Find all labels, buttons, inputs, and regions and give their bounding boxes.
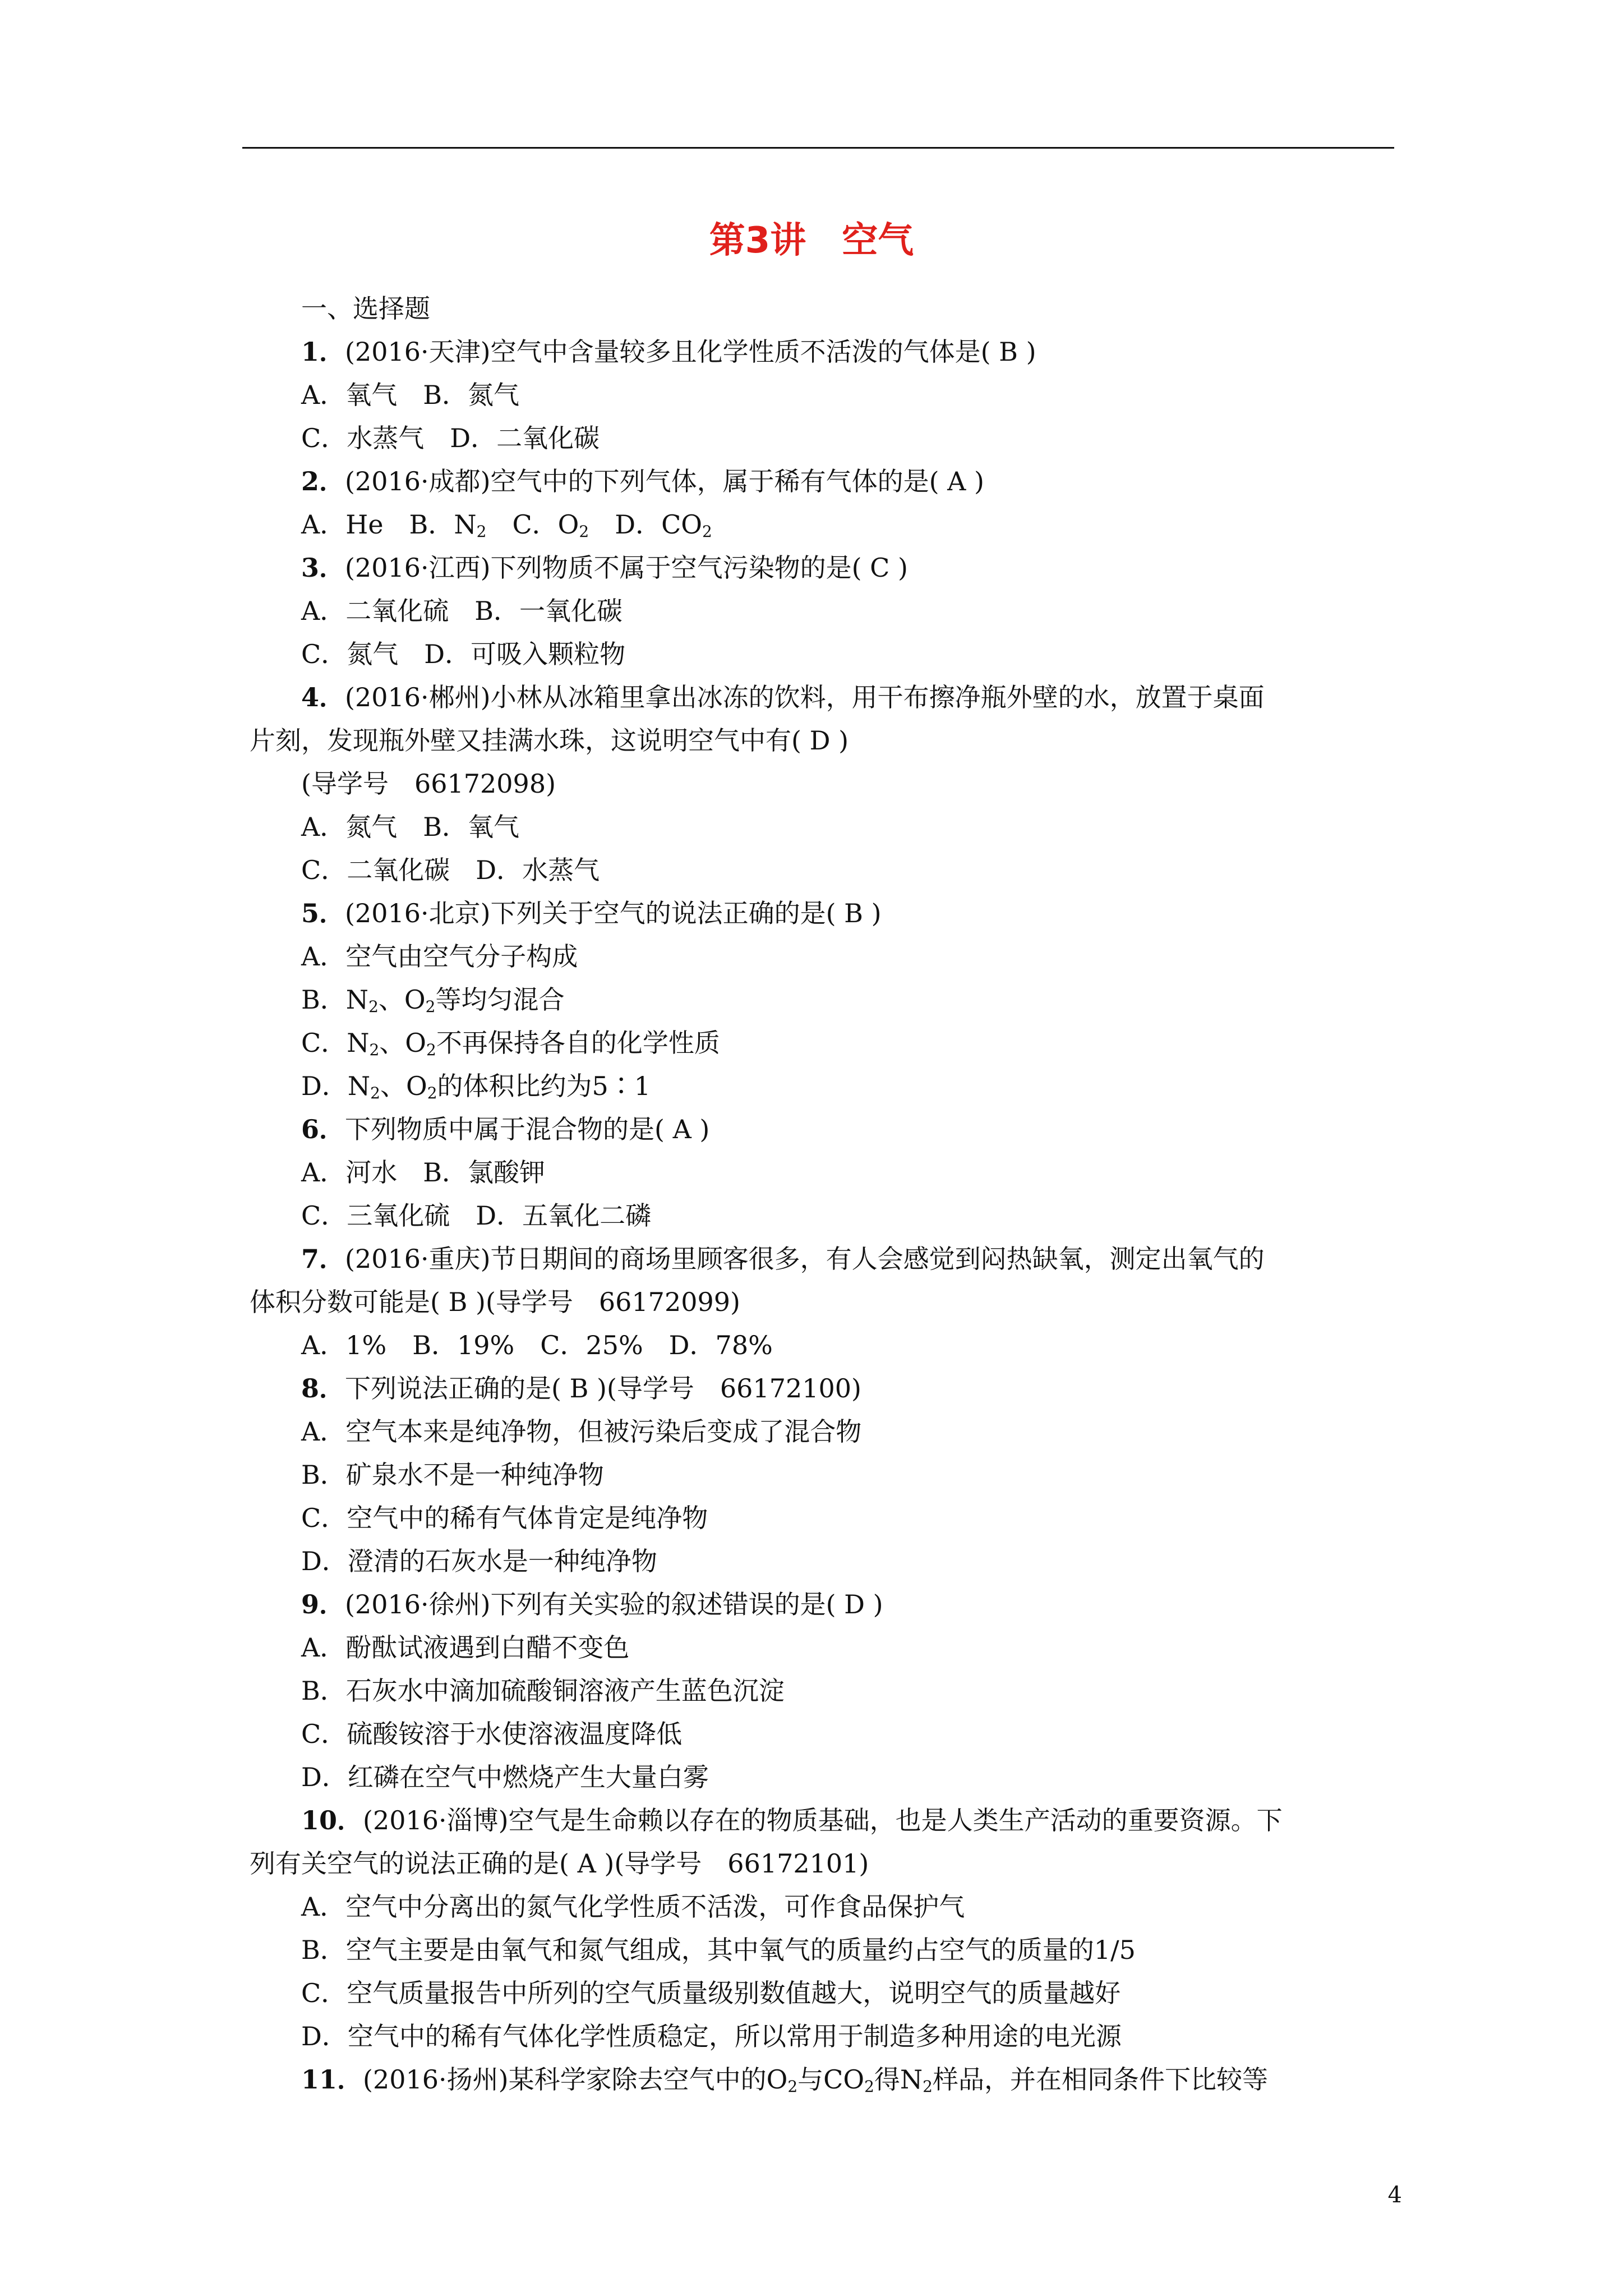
subscript: 2 — [864, 2077, 874, 2096]
option-text: B．N — [301, 984, 369, 1015]
question-4 — [250, 676, 1394, 719]
question-text: 与CO — [797, 2064, 865, 2095]
question-4-options-1: A．氮气 B．氧气 — [301, 812, 520, 842]
question-8 — [250, 1367, 1394, 1410]
question-text: 得N — [874, 2064, 923, 2095]
question-1-options-2: C．水蒸气 D．二氧化碳 — [301, 423, 600, 453]
question-number: 7． — [301, 1244, 345, 1274]
question-2-options — [250, 503, 1394, 546]
question-text: (2016·成都)空气中的下列气体，属于稀有气体的是( A ) — [345, 466, 984, 496]
question-3-options-2: C．氮气 D．可吸入颗粒物 — [301, 639, 626, 669]
subscript: 2 — [427, 1084, 437, 1102]
question-2 — [250, 460, 1394, 503]
question-text: (2016·淄博)空气是生命赖以存在的物质基础，也是人类生产活动的重要资源。下 — [363, 1805, 1283, 1835]
question-text: (2016·扬州)某科学家除去空气中的O — [363, 2064, 788, 2095]
subscript: 2 — [476, 522, 487, 541]
question-text: (2016·天津)空气中含量较多且化学性质不活泼的气体是( B ) — [345, 337, 1036, 367]
question-5-option-a: A．空气由空气分子构成 — [301, 941, 578, 972]
question-text: (2016·郴州)小林从冰箱里拿出冰冻的饮料，用干布擦净瓶外壁的水，放置于桌面 — [345, 682, 1265, 712]
question-5-option-c — [250, 1022, 1394, 1065]
page-title — [0, 215, 1623, 266]
title-lecture: 第3讲 — [709, 220, 806, 261]
subscript: 2 — [787, 2077, 798, 2096]
option-text: 等均匀混合 — [435, 984, 565, 1015]
option-text: 的体积比约为5∶1 — [437, 1071, 651, 1101]
option-text: C．N — [301, 1028, 370, 1058]
option-text: 、O — [380, 1071, 427, 1101]
option-text: D．N — [301, 1071, 371, 1101]
question-text: (2016·北京)下列关于空气的说法正确的是( B ) — [345, 898, 882, 928]
question-6-options-2: C．三氧化硫 D．五氧化二磷 — [301, 1200, 652, 1231]
subscript: 2 — [426, 1041, 436, 1059]
question-number: 11． — [301, 2064, 363, 2095]
option-text: C．O — [486, 509, 579, 540]
question-10-option-b: B．空气主要是由氧气和氮气组成，其中氧气的质量约占空气的质量的1/5 — [301, 1935, 1136, 1965]
question-10-option-a: A．空气中分离出的氮气化学性质不活泼，可作食品保护气 — [301, 1892, 965, 1922]
subscript: 2 — [370, 1084, 380, 1102]
question-number: 1． — [301, 337, 345, 367]
subscript: 2 — [702, 522, 712, 541]
title-topic: 空气 — [842, 220, 914, 261]
question-5-option-d — [250, 1065, 1394, 1108]
question-number: 2． — [301, 466, 345, 496]
option-text: 、O — [378, 984, 426, 1015]
question-7-options: A．1% B．19% C．25% D．78% — [301, 1330, 773, 1360]
subscript: 2 — [579, 522, 589, 541]
question-number: 3． — [301, 553, 345, 583]
question-9-option-c: C．硫酸铵溶于水使溶液温度降低 — [301, 1719, 683, 1749]
question-number: 4． — [301, 682, 345, 712]
question-3 — [250, 546, 1394, 590]
subscript: 2 — [368, 997, 379, 1016]
question-4-options-2: C．二氧化碳 D．水蒸气 — [301, 855, 600, 885]
question-9-option-d: D．红磷在空气中燃烧产生大量白雾 — [301, 1762, 709, 1792]
question-8-option-c: C．空气中的稀有气体肯定是纯净物 — [301, 1503, 708, 1533]
question-4-continued: 片刻，发现瓶外壁又挂满水珠，这说明空气中有( D ) — [250, 725, 849, 756]
question-6 — [250, 1108, 1394, 1151]
option-text: D．CO — [589, 509, 702, 540]
question-9-option-a: A．酚酞试液遇到白醋不变色 — [301, 1632, 630, 1663]
header-rule — [242, 147, 1394, 149]
question-8-option-b: B．矿泉水不是一种纯净物 — [301, 1460, 604, 1490]
question-10 — [250, 1799, 1394, 1842]
question-1-options-1: A．氧气 B．氮气 — [301, 380, 520, 410]
question-text: 样品，并在相同条件下比较等 — [932, 2064, 1268, 2095]
question-11 — [250, 2058, 1394, 2101]
subscript: 2 — [425, 997, 436, 1016]
question-10-option-c: C．空气质量报告中所列的空气质量级别数值越大，说明空气的质量越好 — [301, 1978, 1121, 2008]
question-number: 8． — [301, 1373, 345, 1404]
question-number: 9． — [301, 1589, 345, 1619]
question-number: 6． — [301, 1114, 345, 1144]
question-6-options-1: A．河水 B．氯酸钾 — [301, 1157, 546, 1188]
option-text: A．He B．N — [301, 509, 477, 540]
question-8-option-d: D．澄清的石灰水是一种纯净物 — [301, 1546, 657, 1576]
section-heading: 一、选择题 — [301, 293, 430, 324]
option-text: 不再保持各自的化学性质 — [436, 1028, 720, 1058]
question-10-continued: 列有关空气的说法正确的是( A )(导学号 66172101) — [250, 1848, 869, 1879]
question-text: (2016·重庆)节日期间的商场里顾客很多，有人会感觉到闷热缺氧，测定出氧气的 — [345, 1244, 1265, 1274]
question-text: 下列说法正确的是( B )(导学号 66172100) — [345, 1373, 861, 1404]
question-text: (2016·江西)下列物质不属于空气污染物的是( C ) — [345, 553, 908, 583]
question-body — [250, 287, 1394, 2101]
question-10-option-d: D．空气中的稀有气体化学性质稳定，所以常用于制造多种用途的电光源 — [301, 2021, 1122, 2051]
question-9-option-b: B．石灰水中滴加硫酸铜溶液产生蓝色沉淀 — [301, 1676, 785, 1706]
question-5-option-b — [250, 978, 1394, 1022]
question-text: (2016·徐州)下列有关实验的叙述错误的是( D ) — [345, 1589, 883, 1619]
guide-number: (导学号 66172098) — [301, 769, 556, 799]
question-3-options-1: A．二氧化硫 B．一氧化碳 — [301, 596, 623, 626]
question-7-continued: 体积分数可能是( B )(导学号 66172099) — [250, 1287, 740, 1317]
question-1 — [250, 330, 1394, 374]
question-text: 下列物质中属于混合物的是( A ) — [345, 1114, 710, 1144]
question-number: 10． — [301, 1805, 363, 1835]
page-number: 4 — [1387, 2182, 1402, 2208]
option-text: 、O — [379, 1028, 426, 1058]
question-8-option-a: A．空气本来是纯净物，但被污染后变成了混合物 — [301, 1416, 862, 1447]
question-number: 5． — [301, 898, 345, 928]
question-5 — [250, 892, 1394, 935]
subscript: 2 — [369, 1041, 380, 1059]
subscript: 2 — [923, 2077, 933, 2096]
question-7 — [250, 1237, 1394, 1281]
question-9 — [250, 1583, 1394, 1626]
